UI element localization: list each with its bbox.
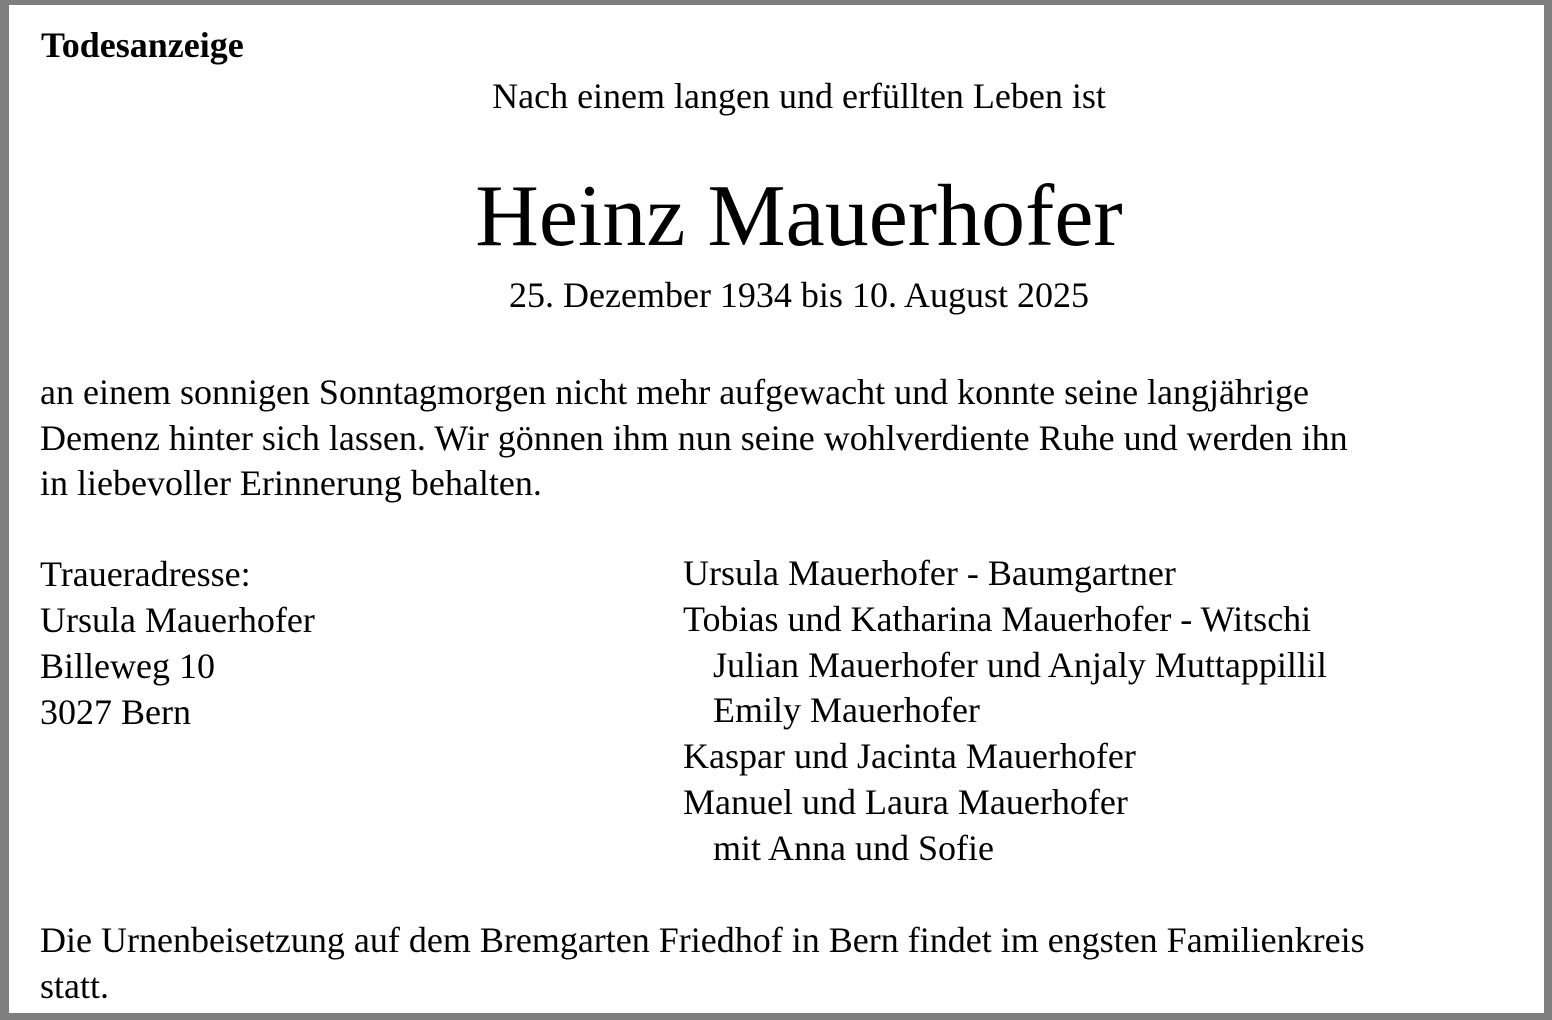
closing-line: statt. (40, 965, 109, 1006)
address-line: Ursula Mauerhofer (40, 600, 315, 640)
address-label: Traueradresse: (40, 554, 251, 594)
address-line: Billeweg 10 (40, 646, 215, 686)
body-line: an einem sonnigen Sonntagmorgen nicht mehr aufgewacht und konnte seine langjährige (40, 372, 1309, 412)
notice-body (40, 370, 1348, 507)
mourning-address (40, 551, 315, 735)
address-line: 3027 Bern (40, 692, 191, 732)
mourner-entry: Kaspar und Jacinta Mauerhofer (683, 736, 1136, 777)
mourners-list (683, 551, 1327, 872)
body-line: in liebevoller Erinnerung behalten. (40, 463, 542, 503)
life-dates: 25. Dezember 1934 bis 10. August 2025 (509, 275, 1089, 315)
mourner-entry: mit Anna und Sofie (713, 827, 994, 868)
closing-text (40, 918, 1365, 1009)
deceased-name: Heinz Mauerhofer (475, 168, 1123, 265)
mourner-entry: Manuel und Laura Mauerhofer (683, 781, 1128, 822)
closing-line: Die Urnenbeisetzung auf dem Bremgarten Friedhof in Bern findet im engsten Familienkreis (40, 920, 1365, 960)
mourner-entry: Emily Mauerhofer (713, 690, 980, 731)
mourner-entry: Ursula Mauerhofer - Baumgartner (683, 553, 1176, 593)
mourner-entry: Julian Mauerhofer und Anjaly Muttappillil (713, 644, 1327, 685)
body-line: Demenz hinter sich lassen. Wir gönnen ihm nun seine wohlverdiente Ruhe und werden ihn (40, 417, 1348, 458)
mourner-entry: Tobias und Katharina Mauerhofer - Witschi (683, 598, 1312, 639)
intro-line: Nach einem langen und erfüllten Leben ist (492, 76, 1106, 116)
notice-heading: Todesanzeige (41, 25, 244, 65)
